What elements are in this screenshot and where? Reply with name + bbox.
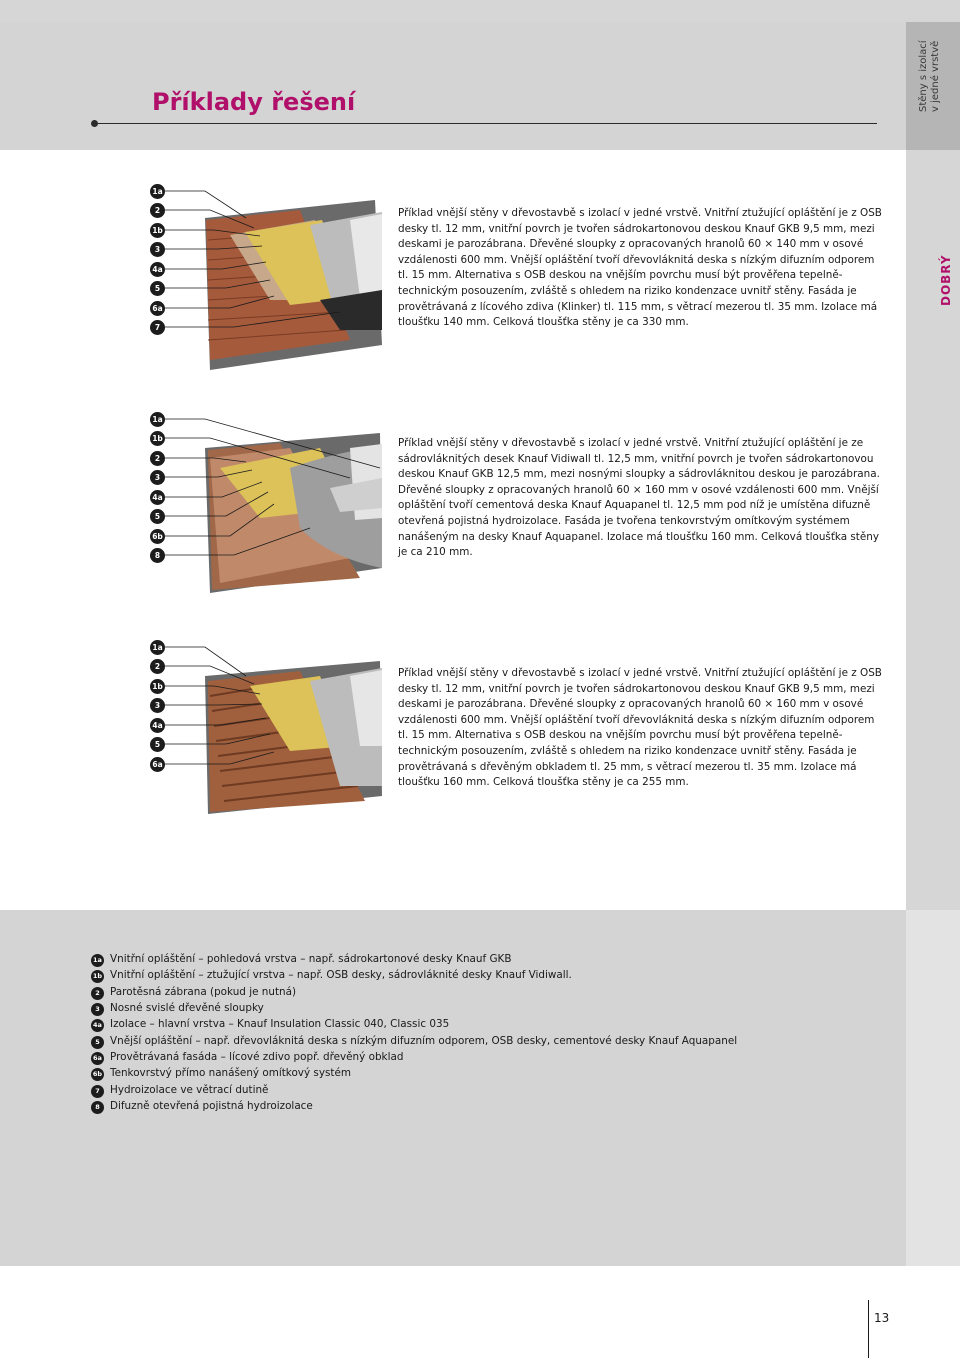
legend-text: Vnitřní opláštění – pohledová vrstva – např. sádrokartonové desky Knauf GKB <box>110 953 512 965</box>
example-description: Příklad vnější stěny v dřevostavbě s izolací v jedné vrstvě. Vnitřní ztužující opláštění je z OSB desky tl. 12 mm, vnitřní povrch je tvořen sádrokartonovou deskou Knauf GKB 9,5 mm, mezi deskami je parozábrana. Dřevěné sloupky z opracovaných hranolů 60 × 160 mm v osové vzdálenosti 600 mm. Vnější opláštění tvoří dřevovláknitá deska s nízkým difuzním odporem tl. 15 mm. Alternativa s OSB deskou na vnějším povrchu musí být prověřena tepelně-technickým posouzením, zvláště s ohledem na riziko kondenzace uvnitř stěny. Fasáda je provětrávaná s dřevěným obkladem tl. 25 mm, s větrací mezerou tl. 35 mm. Izolace má tloušťku 160 mm. Celková tloušťka stěny je ca 255 mm. <box>398 667 882 789</box>
example-description: Příklad vnější stěny v dřevostavbě s izolací v jedné vrstvě. Vnitřní ztužující opláštění je ze sádrovláknitých desek Knauf Vidiwall tl. 12,5 mm, vnitřní povrch je tvořen sádrokartonovou deskou Knauf GKB 12,5 mm, mezi nosnými sloupky a sádrovláknitou deskou je parozábrana. Dřevěné sloupky z opracovaných hranolů 60 × 160 mm v osové vzdálenosti 600 mm. Vnější opláštění tvoří cementová deska Knauf Aquapanel tl. 12,5 mm pod níž je umístěna difuzně otevřená pojistná hydroizolace. Fasáda je tvořena tenkovrstvým omítkovým systémem nanášeným na desky Knauf Aquapanel. Izolace má tloušťku 160 mm. Celková tloušťka stěny je ca 210 mm. <box>398 437 880 559</box>
wall-section-diagram <box>150 636 390 826</box>
callout-badge: 2 <box>150 451 165 466</box>
page-number: 13 <box>874 1311 890 1325</box>
callout-badge: 1a <box>150 412 165 427</box>
callout-badge: 5 <box>150 737 165 752</box>
callout-badge: 6a <box>150 301 165 316</box>
legend-badge: 5 <box>91 1036 104 1049</box>
callout-badge: 1a <box>150 640 165 655</box>
legend-text: Difuzně otevřená pojistná hydroizolace <box>110 1100 313 1112</box>
wall-section-diagram <box>150 408 390 598</box>
title-rule <box>95 123 877 124</box>
chapter-label <box>918 40 942 112</box>
callout-badge: 1a <box>150 184 165 199</box>
page-title: Příklady řešení <box>152 88 356 116</box>
legend-text: Tenkovrstvý přímo nanášený omítkový systém <box>110 1067 351 1079</box>
legend-text: Parotěsná zábrana (pokud je nutná) <box>110 986 297 998</box>
callout-badge: 5 <box>150 509 165 524</box>
legend-badge: 8 <box>91 1101 104 1114</box>
chapter-label-line1: Stěny s izolací <box>918 40 929 112</box>
wall-section-diagram <box>150 180 390 370</box>
callout-badge: 4a <box>150 262 165 277</box>
legend-badge: 3 <box>91 1003 104 1016</box>
legend-text: Vnitřní opláštění – ztužující vrstva – např. OSB desky, sádrovláknité desky Knauf Vidiwall. <box>110 969 572 981</box>
page-number-divider <box>868 1300 869 1358</box>
callout-badge: 6a <box>150 757 165 772</box>
callout-badge: 1b <box>150 431 165 446</box>
legend-text: Izolace – hlavní vrstva – Knauf Insulation Classic 040, Classic 035 <box>110 1018 450 1030</box>
legend-badge: 4a <box>91 1019 104 1032</box>
legend-badge: 2 <box>91 987 104 1000</box>
rating-label: DOBRÝ <box>939 254 953 306</box>
legend-badge: 1a <box>91 954 104 967</box>
legend-text: Vnější opláštění – např. dřevovláknitá deska s nízkým difuzním odporem, OSB desky, cementové desky Knauf Aquapanel <box>110 1035 738 1047</box>
example-description: Příklad vnější stěny v dřevostavbě s izolací v jedné vrstvě. Vnitřní ztužující opláštění je z OSB desky tl. 12 mm, vnitřní povrch je tvořen sádrokartonovou deskou Knauf GKB 9,5 mm, mezi deskami je parozábrana. Dřevěné sloupky z opracovaných hranolů 60 × 140 mm v osové vzdálenosti 600 mm. Vnější opláštění tvoří dřevovláknitá deska s nízkým difuzním odporem tl. 15 mm. Alternativa s OSB deskou na vnějším povrchu musí být prověřena tepelně-technickým posouzením, zvláště s ohledem na riziko kondenzace uvnitř stěny. Fasáda je provětrávaná z lícového zdiva (Klinker) tl. 115 mm, s větrací mezerou tl. 35 mm. Izolace má tloušťku 140 mm. Celková tloušťka stěny je ca 330 mm. <box>398 207 882 329</box>
legend-text: Hydroizolace ve větrací dutině <box>110 1084 269 1096</box>
callout-badge: 7 <box>150 320 165 335</box>
callout-badge: 2 <box>150 659 165 674</box>
callout-badge: 3 <box>150 698 165 713</box>
callout-badge: 8 <box>150 548 165 563</box>
callout-badge: 6b <box>150 529 165 544</box>
callout-badge: 3 <box>150 470 165 485</box>
callout-badge: 4a <box>150 718 165 733</box>
page-header <box>0 22 906 150</box>
chapter-label-line2: v jedné vrstvě <box>930 40 941 112</box>
legend-side-strip <box>906 910 960 1266</box>
callout-badge: 3 <box>150 242 165 257</box>
callout-badge: 5 <box>150 281 165 296</box>
top-strip <box>0 0 960 22</box>
legend-badge: 6a <box>91 1052 104 1065</box>
callout-badge: 1b <box>150 679 165 694</box>
callout-badge: 1b <box>150 223 165 238</box>
legend-badge: 1b <box>91 970 104 983</box>
legend-text: Provětrávaná fasáda – lícové zdivo popř. dřevěný obklad <box>110 1051 404 1063</box>
legend-badge: 7 <box>91 1085 104 1098</box>
callout-badge: 4a <box>150 490 165 505</box>
legend-text: Nosné svislé dřevěné sloupky <box>110 1002 264 1014</box>
callout-badge: 2 <box>150 203 165 218</box>
legend-badge: 6b <box>91 1068 104 1081</box>
